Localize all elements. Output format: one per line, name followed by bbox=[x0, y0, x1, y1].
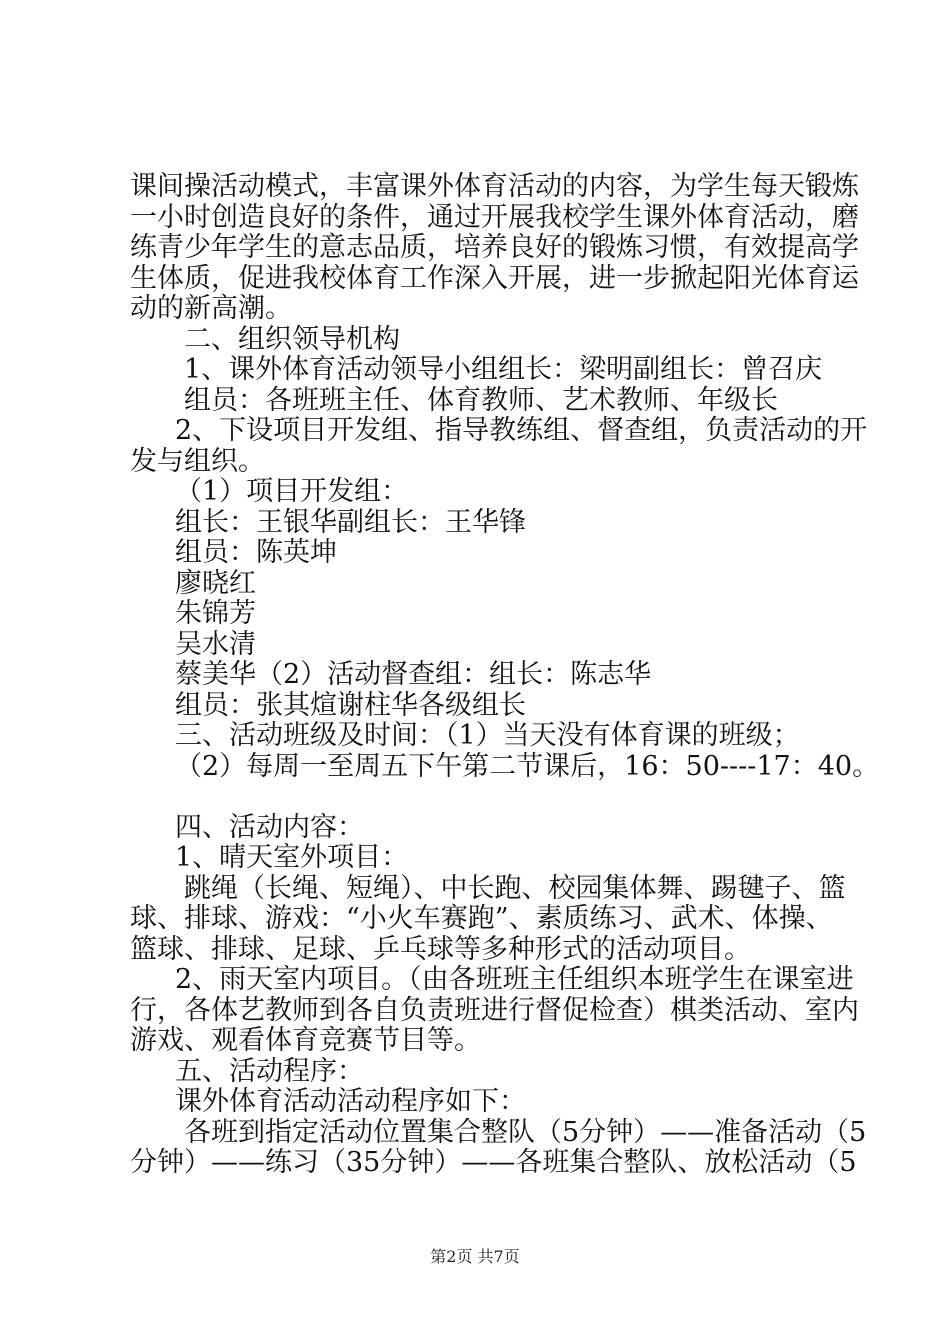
text-line: 练青少年学生的意志品质，培养良好的锻炼习惯，有效提高学 bbox=[130, 232, 859, 263]
text-line: 动的新高潮。 bbox=[130, 293, 292, 324]
text-line: 蔡美华（2）活动督查组：组长：陈志华 bbox=[175, 659, 652, 690]
text-line: 组员：张其煊谢柱华各级组长 bbox=[175, 689, 526, 721]
text-line: 一小时创造良好的条件，通过开展我校学生课外体育活动，磨 bbox=[130, 201, 859, 233]
text-line: 吴水清 bbox=[175, 628, 256, 660]
page-footer: 第2页 共7页 bbox=[430, 1247, 520, 1266]
text-line: 分钟）——练习（35分钟）——各班集合整队、放松活动（5 bbox=[130, 1147, 857, 1178]
text-line: 课外体育活动活动程序如下： bbox=[175, 1086, 526, 1117]
text-line: 2、下设项目开发组、指导教练组、督查组，负责活动的开 bbox=[175, 415, 868, 446]
text-line: 廖晓红 bbox=[175, 567, 256, 599]
text-line: 行，各体艺教师到各自负责班进行督促检查）棋类活动、室内 bbox=[130, 994, 859, 1026]
text-line: 课间操活动模式，丰富课外体育活动的内容，为学生每天锻炼 bbox=[130, 171, 859, 202]
text-line: 1、课外体育活动领导小组组长：梁明副组长：曾召庆 bbox=[184, 354, 823, 385]
document-body bbox=[130, 171, 880, 1179]
text-line: 组员：各班班主任、体育教师、艺术教师、年级长 bbox=[184, 384, 778, 416]
text-line: 跳绳（长绳、短绳）、中长跑、校园集体舞、踢毽子、篮 bbox=[184, 872, 846, 904]
text-line: 生体质，促进我校体育工作深入开展，进一步掀起阳光体育运 bbox=[130, 262, 859, 294]
text-line: 四、活动内容： bbox=[175, 811, 364, 843]
text-line: 1、晴天室外项目： bbox=[175, 842, 409, 873]
text-line: 三、活动班级及时间：（1）当天没有体育课的班级； bbox=[175, 720, 800, 751]
text-line: 游戏、观看体育竞赛节目等。 bbox=[130, 1025, 481, 1056]
text-line: 球、排球、游戏：“小火车赛跑”、素质练习、武术、体操、 bbox=[130, 903, 833, 934]
text-line: 五、活动程序： bbox=[175, 1055, 364, 1087]
text-line: 朱锦芳 bbox=[175, 598, 256, 629]
text-line: 组长：王银华副组长：王华锋 bbox=[175, 506, 526, 538]
text-line: 2、雨天室内项目。（由各班班主任组织本班学生在课室进 bbox=[175, 964, 854, 995]
blank-line bbox=[130, 782, 830, 813]
text-line: 组员：陈英坤 bbox=[175, 537, 337, 568]
text-line: 篮球、排球、足球、乒乓球等多种形式的活动项目。 bbox=[130, 933, 751, 965]
text-line: 发与组织。 bbox=[130, 445, 265, 477]
text-line: 各班到指定活动位置集合整队（5分钟）——准备活动（5 bbox=[184, 1116, 867, 1148]
text-line: （2）每周一至周五下午第二节课后，16：50----17：40。 bbox=[175, 750, 880, 782]
text-line: 二、组织领导机构 bbox=[184, 323, 400, 355]
text-line: （1）项目开发组： bbox=[175, 476, 409, 507]
